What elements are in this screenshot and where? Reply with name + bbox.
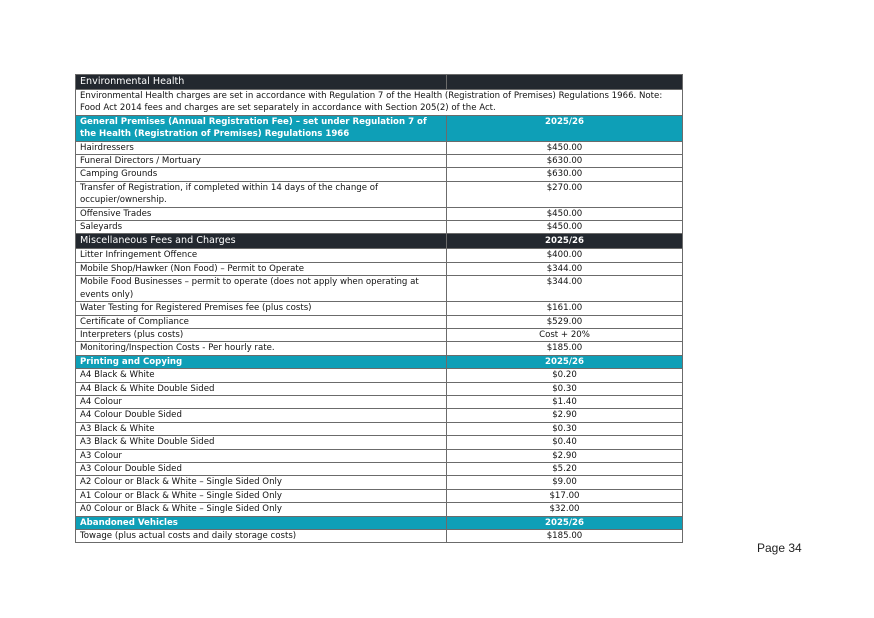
environmental-health-note: Environmental Health charges are set in accordance with Regulation 7 of the Health (Registration of Premises) Regulations 1966. Note: Food Act 2014 fees and charges are set separately in accordance with Section 205(2) of the Act. xyxy=(76,90,683,116)
miscellaneous-header-row xyxy=(76,234,683,249)
general-premises-header-row xyxy=(76,115,683,141)
fee-value: $630.00 xyxy=(447,168,683,181)
environmental-health-note-row xyxy=(76,90,683,116)
fee-value: $185.00 xyxy=(447,530,683,543)
fee-value: $344.00 xyxy=(447,262,683,275)
item-label: Funeral Directors / Mortuary xyxy=(76,155,447,168)
table-row xyxy=(76,315,683,328)
table-row xyxy=(76,262,683,275)
printing-header-row xyxy=(76,355,683,368)
fee-value: $450.00 xyxy=(447,221,683,234)
fee-value: $5.20 xyxy=(447,462,683,475)
table-row xyxy=(76,276,683,302)
fee-value: $400.00 xyxy=(447,249,683,262)
table-row xyxy=(76,489,683,502)
table-row xyxy=(76,302,683,315)
fee-value: $0.30 xyxy=(447,382,683,395)
item-label: A4 Colour xyxy=(76,395,447,408)
table-row xyxy=(76,181,683,207)
table-row xyxy=(76,155,683,168)
item-label: Offensive Trades xyxy=(76,207,447,220)
item-label: A3 Colour xyxy=(76,449,447,462)
fee-value: $185.00 xyxy=(447,342,683,355)
item-label: Mobile Food Businesses – permit to operate (does not apply when operating at events only) xyxy=(76,276,447,302)
fee-value: $32.00 xyxy=(447,503,683,516)
fee-value: $630.00 xyxy=(447,155,683,168)
table-row xyxy=(76,141,683,154)
fee-value: $2.90 xyxy=(447,409,683,422)
table-row xyxy=(76,342,683,355)
fee-value: Cost + 20% xyxy=(447,328,683,341)
miscellaneous-year: 2025/26 xyxy=(447,234,683,249)
item-label: A2 Colour or Black & White – Single Sided Only xyxy=(76,476,447,489)
fee-value: $270.00 xyxy=(447,181,683,207)
fee-value: $161.00 xyxy=(447,302,683,315)
fee-value: $344.00 xyxy=(447,276,683,302)
printing-header: Printing and Copying xyxy=(76,355,447,368)
printing-year: 2025/26 xyxy=(447,355,683,368)
abandoned-year: 2025/26 xyxy=(447,516,683,529)
fee-value: $9.00 xyxy=(447,476,683,489)
table-row xyxy=(76,449,683,462)
fee-value: $17.00 xyxy=(447,489,683,502)
item-label: A0 Colour or Black & White – Single Sided Only xyxy=(76,503,447,516)
item-label: A4 Black & White xyxy=(76,369,447,382)
item-label: Transfer of Registration, if completed within 14 days of the change of occupier/ownership. xyxy=(76,181,447,207)
table-row xyxy=(76,168,683,181)
item-label: A1 Colour or Black & White – Single Sided Only xyxy=(76,489,447,502)
item-label: A4 Black & White Double Sided xyxy=(76,382,447,395)
table-row xyxy=(76,395,683,408)
item-label: Saleyards xyxy=(76,221,447,234)
table-row xyxy=(76,476,683,489)
fee-value: $450.00 xyxy=(447,207,683,220)
general-premises-header: General Premises (Annual Registration Fee) – set under Regulation 7 of the Health (Registration of Premises) Regulations 1966 xyxy=(76,115,447,141)
item-label: A4 Colour Double Sided xyxy=(76,409,447,422)
fees-table xyxy=(75,74,683,543)
table-row xyxy=(76,328,683,341)
item-label: A3 Colour Double Sided xyxy=(76,462,447,475)
abandoned-header-row xyxy=(76,516,683,529)
item-label: Interpreters (plus costs) xyxy=(76,328,447,341)
item-label: Towage (plus actual costs and daily storage costs) xyxy=(76,530,447,543)
item-label: Hairdressers xyxy=(76,141,447,154)
fee-value: $0.20 xyxy=(447,369,683,382)
table-row xyxy=(76,530,683,543)
item-label: Camping Grounds xyxy=(76,168,447,181)
item-label: A3 Black & White xyxy=(76,422,447,435)
general-premises-year: 2025/26 xyxy=(447,115,683,141)
fee-value: $0.30 xyxy=(447,422,683,435)
fee-value: $1.40 xyxy=(447,395,683,408)
fee-value: $0.40 xyxy=(447,436,683,449)
fee-value: $2.90 xyxy=(447,449,683,462)
item-label: Water Testing for Registered Premises fee (plus costs) xyxy=(76,302,447,315)
table-row xyxy=(76,369,683,382)
page-number: Page 34 xyxy=(757,541,802,555)
fee-value: $529.00 xyxy=(447,315,683,328)
table-row xyxy=(76,503,683,516)
item-label: Monitoring/Inspection Costs - Per hourly rate. xyxy=(76,342,447,355)
table-row xyxy=(76,422,683,435)
table-row xyxy=(76,221,683,234)
table-row xyxy=(76,207,683,220)
environmental-health-header-row xyxy=(76,75,683,90)
environmental-health-title: Environmental Health xyxy=(76,75,447,90)
table-row xyxy=(76,249,683,262)
table-row xyxy=(76,409,683,422)
table-row xyxy=(76,436,683,449)
item-label: Litter Infringement Offence xyxy=(76,249,447,262)
miscellaneous-header: Miscellaneous Fees and Charges xyxy=(76,234,447,249)
item-label: Mobile Shop/Hawker (Non Food) – Permit to Operate xyxy=(76,262,447,275)
table-row xyxy=(76,382,683,395)
table-row xyxy=(76,462,683,475)
fee-value: $450.00 xyxy=(447,141,683,154)
abandoned-header: Abandoned Vehicles xyxy=(76,516,447,529)
item-label: Certificate of Compliance xyxy=(76,315,447,328)
item-label: A3 Black & White Double Sided xyxy=(76,436,447,449)
